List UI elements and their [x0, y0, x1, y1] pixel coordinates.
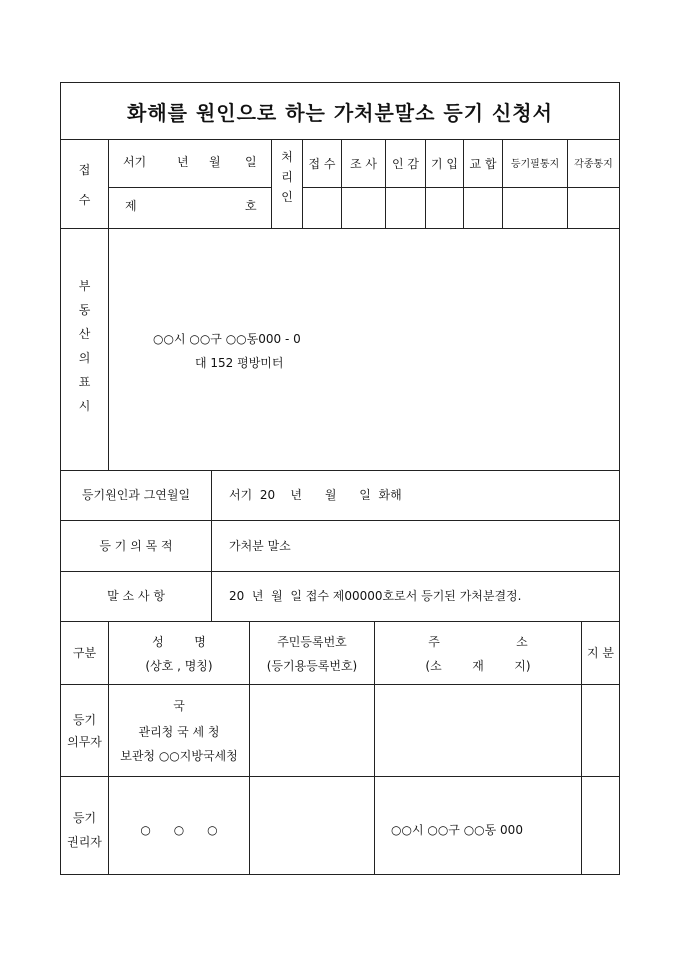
id-subheader: (등기용등록번호)	[266, 659, 358, 673]
number-prefix: 제	[125, 199, 137, 213]
date-day: 일	[245, 155, 257, 169]
share-header: 지 분	[587, 646, 614, 660]
number-suffix: 호	[245, 199, 257, 213]
cause-bottom-line	[61, 520, 619, 521]
cause-value: 서기 20 년 월 일 화해	[229, 488, 402, 502]
property-bottom-line	[61, 470, 619, 471]
cancel-bottom-line	[61, 621, 619, 622]
obligor-label-1: 등기	[72, 713, 97, 727]
date-year: 년	[177, 155, 189, 169]
processor-label: 처 리 인	[281, 150, 293, 204]
holder-label-2: 권리자	[67, 835, 102, 849]
obligor-bottom-line	[61, 776, 619, 777]
address-subheader: (소 재 지)	[425, 659, 531, 673]
reception-label: 접 수	[78, 163, 91, 207]
purpose-bottom-line	[61, 571, 619, 572]
obligor-label-2: 의무자	[67, 735, 102, 749]
name-header: 성 명	[152, 635, 206, 649]
stamp-col-line-5	[502, 139, 503, 228]
stamp-row-divider	[302, 187, 619, 188]
stamp-col-entry: 기 입	[431, 157, 458, 171]
holder-name: ○ ○ ○	[140, 823, 218, 837]
stamp-col-review: 조 사	[350, 157, 377, 171]
cancel-value: 20 년 월 일 접수 제00000호로서 등기된 가처분결정.	[229, 589, 522, 603]
date-month: 월	[209, 155, 221, 169]
stamp-col-line-3	[425, 139, 426, 228]
party-header-bottom-line	[61, 684, 619, 685]
property-address: ○○시 ○○구 ○○동000 - 0	[153, 332, 301, 346]
id-header: 주민등록번호	[277, 635, 347, 649]
holder-address: ○○시 ○○구 ○○동 000	[391, 823, 523, 837]
reception-bottom-line	[61, 228, 619, 229]
obligor-name: 국	[173, 699, 185, 713]
stamp-col-seal: 인 감	[392, 157, 419, 171]
property-land: 대 152 평방미터	[195, 356, 284, 370]
property-label-line	[108, 228, 109, 470]
label-column-line	[211, 470, 212, 621]
name-subheader: (상호 , 명칭)	[145, 659, 213, 673]
title-divider	[61, 139, 619, 140]
form-title: 화해를 원인으로 하는 가처분말소 등기 신청서	[127, 100, 553, 125]
stamp-col-line-1	[341, 139, 342, 228]
purpose-label: 등 기 의 목 적	[99, 539, 173, 553]
stamp-col-receipt: 접 수	[308, 157, 336, 171]
address-header: 주 소	[428, 635, 528, 649]
property-label: 부 동 산 의 표 시	[78, 279, 91, 413]
party-division-header: 구분	[72, 646, 97, 660]
stamp-col-verify: 교 합	[469, 157, 497, 171]
stamp-col-completion-notice: 등기필통지	[510, 159, 560, 170]
cancel-label: 말 소 사 항	[107, 589, 165, 603]
stamp-col-line-2	[385, 139, 386, 228]
reception-label-line	[108, 139, 109, 228]
stamp-col-notices: 각종통지	[574, 159, 613, 170]
purpose-value: 가처분 말소	[229, 539, 291, 553]
cause-label: 등기원인과 그연월일	[81, 488, 191, 502]
obligor-custodian: 보관청 ○○지방국세청	[120, 749, 238, 763]
holder-label-1: 등기	[72, 811, 97, 825]
date-era: 서기	[123, 155, 147, 169]
registration-application-form	[60, 82, 620, 875]
obligor-manager: 관리청 국 세 청	[138, 725, 220, 739]
date-number-divider	[109, 187, 271, 188]
processor-line	[302, 139, 303, 228]
stamp-col-line-4	[463, 139, 464, 228]
stamp-col-line-6	[567, 139, 568, 228]
